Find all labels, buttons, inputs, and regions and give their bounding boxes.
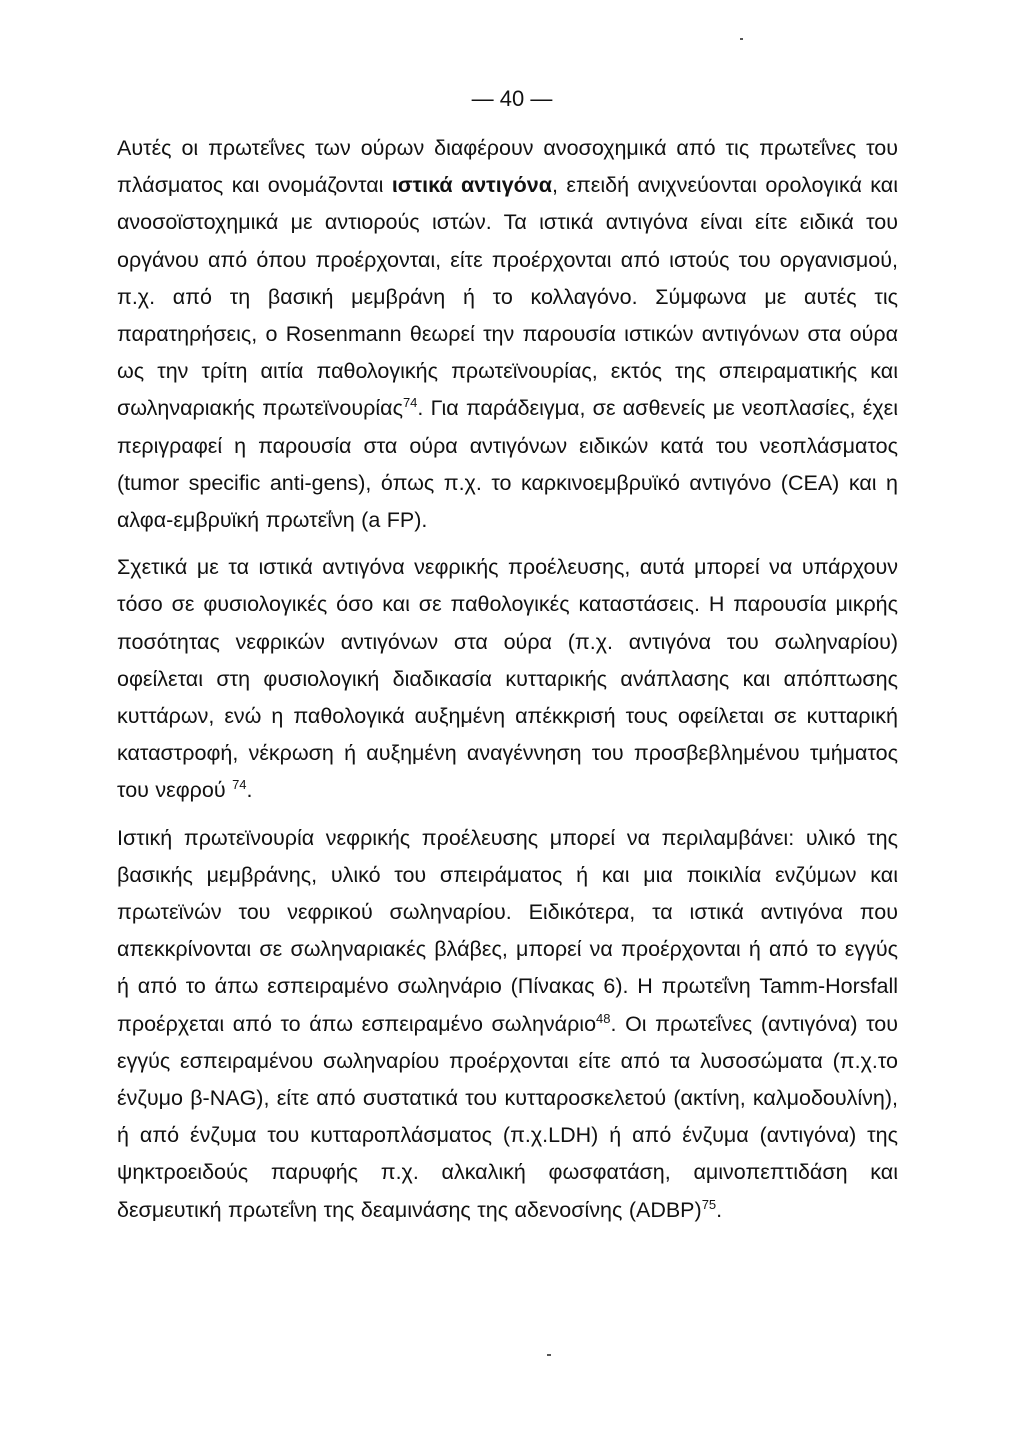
paragraph-1 [117, 130, 898, 539]
text-run: . Οι πρωτεΐνες (αντιγόνα) του εγγύς εσπειραμένου σωληναρίου προέρχονται είτε από τα λυσοσώματα (π.χ.το ένζυμο β-NAG), είτε από συστατικά του κυτταροσκελετού (ακτίνη, καλμοδουλίνη), ή από ένζυμα του κυτταροπλάσματος (π.χ.LDH) ή από ένζυμα (αντιγόνα) της ψηκτροειδούς παρυφής π.χ. αλκαλική φωσφατάση, αμινοπεπτιδάση και δεσμευτική πρωτεΐνη της δεαμινάσης της αδενοσίνης (ADBP) [117, 1011, 898, 1222]
text-run: Ιστική πρωτεϊνουρία νεφρικής προέλευσης μπορεί να περιλαμβάνει: υλικό της βασικής μεμβράνης, υλικό του σπειράματος ή και μια ποικιλία ενζύμων και πρωτεϊνών του νεφρικού σωληναρίου. Ειδικότερα, τα ιστικά αντιγόνα που απεκκρίνονται σε σωληναριακές βλάβες, μπορεί να προέρχονται ή από το εγγύς ή από το άπω εσπειραμένο σωληνάριο (Πίνακας 6). Η πρωτεΐνη Tamm-Horsfall προέρχεται από το άπω εσπειραμένο σωληνάριο [117, 825, 898, 1036]
scan-speck [740, 38, 743, 40]
reference-superscript: 75 [701, 1196, 717, 1212]
body-text [117, 130, 898, 1229]
text-run: , επειδή ανιχνεύονται ορολογικά και ανοσοϊστοχημικά με αντιορούς ιστών. Τα ιστικά αντιγόνα είναι είτε ειδικά του οργάνου από όπου προέρχονται, είτε προέρχονται από ιστούς του οργανισμού, π.χ. από τη βασική μεμβράνη ή το κολλαγόνο. Σύμφωνα με αυτές τις παρατηρήσεις, ο Rosenmann θεωρεί την παρουσία ιστικών αντιγόνων στα ούρα ως την τρίτη αιτία παθολογικής πρωτεϊνουρίας, εκτός της σπειραματικής και σωληναριακής πρωτεϊνουρίας [117, 173, 898, 421]
reference-superscript: 74 [232, 777, 247, 793]
text-run: Αυτές οι πρωτεΐνες των ούρων διαφέρουν ανοσοχημικά από τις πρωτεΐνες του πλάσματος και ονομάζονται [117, 136, 898, 198]
page-number: — 40 — [471, 86, 553, 111]
text-run: . [246, 778, 253, 803]
paragraph-3 [117, 820, 898, 1229]
bold-term: ιστικά αντιγόνα [391, 173, 552, 198]
text-run: . Για παράδειγμα, σε ασθενείς με νεοπλασίες, έχει περιγραφεί η παρουσία στα ούρα αντιγόνων ειδικών κατά του νεοπλάσματος (tumor specific anti-gens), όπως π.χ. το καρκινοεμβρυϊκό αντιγόνο (CEA) και η αλφα-εμβρυϊκή πρωτεΐνη (a FP). [117, 396, 898, 533]
paragraph-2 [117, 549, 898, 809]
reference-superscript: 74 [402, 395, 418, 411]
scan-speck [547, 1354, 551, 1356]
text-run: Σχετικά με τα ιστικά αντιγόνα νεφρικής προέλευσης, αυτά μπορεί να υπάρχουν τόσο σε φυσιολογικές όσο και σε παθολογικές καταστάσεις. Η παρουσία μικρής ποσότητας νεφρικών αντιγόνων στα ούρα (π.χ. αντιγόνα του σωληναρίου) οφείλεται στη φυσιολογική διαδικασία κυτταρικής ανάπλασης και απόπτωσης κυττάρων, ενώ η παθολογικά αυξημένη απέκκρισή τους οφείλεται σε κυτταρική καταστροφή, νέκρωση ή αυξημένη αναγέννηση του προσβεβλημένου τμήματος του νεφρού [117, 555, 898, 803]
reference-superscript: 48 [596, 1010, 611, 1026]
text-run: . [716, 1197, 723, 1222]
